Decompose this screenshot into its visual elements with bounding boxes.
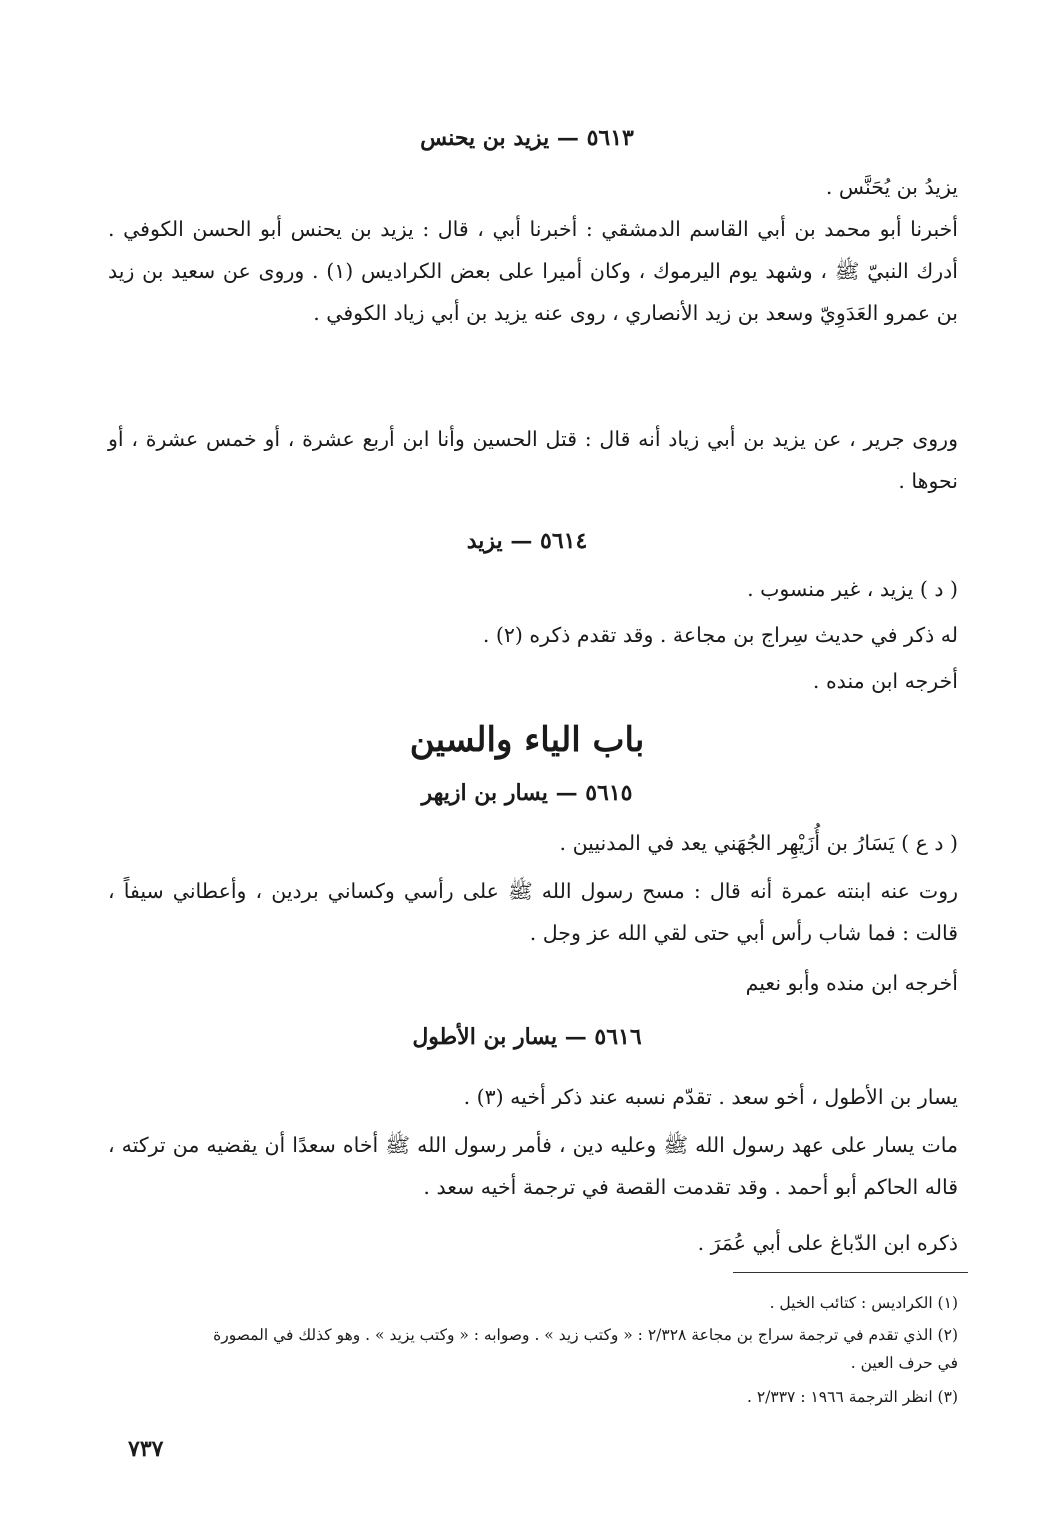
entry-heading-5614: ٥٦١٤ — يزيد	[466, 528, 588, 554]
entry-paragraph: مات يسار على عهد رسول الله ﷺ وعليه دين ، فأمر رسول الله ﷺ أخاه سعدًا أن يقضيه من تركته ، قاله الحاكم أبو أحمد . وقد تقدمت القصة في ترجمة أخيه سعد .	[108, 1133, 958, 1199]
entry-line: ( د ) يزيد ، غير منسوب .	[747, 577, 958, 601]
footnote-2: (٢) الذي تقدم في ترجمة سراج بن مجاعة ٢/٣٢٨ : « وكتب زيد » . وصوابه : « وكتب يزيد » . وهو كذلك في المصورة	[213, 1326, 958, 1344]
entry-paragraph: روت عنه ابنته عمرة أنه قال : مسح رسول الله ﷺ على رأسي وكساني بردين ، وأعطاني سيفاً ، قالت : فما شاب رأس أبي حتى لقي الله عز وجل .	[108, 879, 958, 945]
entry-paragraph: وروى جرير ، عن يزيد بن أبي زياد أنه قال : قتل الحسين وأنا ابن أربع عشرة ، أو خمس عشرة ، أو نحوها .	[108, 427, 958, 493]
entry-heading-5613: ٥٦١٣ — يزيد بن يحنس	[420, 125, 634, 151]
entry-line: ذكره ابن الدّباغ على أبي عُمَرَ .	[697, 1231, 958, 1255]
entry-line: يسار بن الأطول ، أخو سعد . تقدّم نسبه عند ذكر أخيه (٣) .	[463, 1085, 958, 1109]
entry-paragraph: أخبرنا أبو محمد بن أبي القاسم الدمشقي : أخبرنا أبي ، قال : يزيد بن يحنس أبو الحسن الكوفي . أدرك النبيّ ﷺ ، وشهد يوم اليرموك ، وكان أميرا على بعض الكراديس (١) . وروى عن سعيد بن زيد بن عمرو العَدَوِيّ وسعد بن زيد الأنصاري ، روى عنه يزيد بن أبي زياد الكوفي .	[108, 217, 958, 325]
entry-heading-5615: ٥٦١٥ — يسار بن ازيهر	[421, 780, 633, 806]
footnote-1: (١) الكراديس : كتائب الخيل .	[769, 1294, 958, 1312]
entry-heading-5616: ٥٦١٦ — يسار بن الأطول	[412, 1024, 642, 1050]
footnote-3: (٣) انظر الترجمة ١٩٦٦ : ٢/٣٣٧ .	[747, 1388, 958, 1406]
entry-line: ( د ع ) يَسَارُ بن أُزَيْهِر الجُهَني يعد في المدنيين .	[559, 831, 958, 855]
entry-line: له ذكر في حديث سِراج بن مجاعة . وقد تقدم ذكره (٢) .	[482, 623, 958, 647]
footnote-divider	[733, 1272, 968, 1273]
footnote-2-continued: في حرف العين .	[850, 1354, 958, 1372]
entry-line: أخرجه ابن منده .	[812, 669, 958, 693]
entry-line: أخرجه ابن منده وأبو نعيم	[745, 971, 958, 995]
entry-name-line: يزيدُ بن يُحَنَّس .	[825, 175, 958, 199]
page-number: ٧٣٧	[128, 1436, 164, 1462]
chapter-title: باب الياء والسين	[409, 720, 645, 760]
